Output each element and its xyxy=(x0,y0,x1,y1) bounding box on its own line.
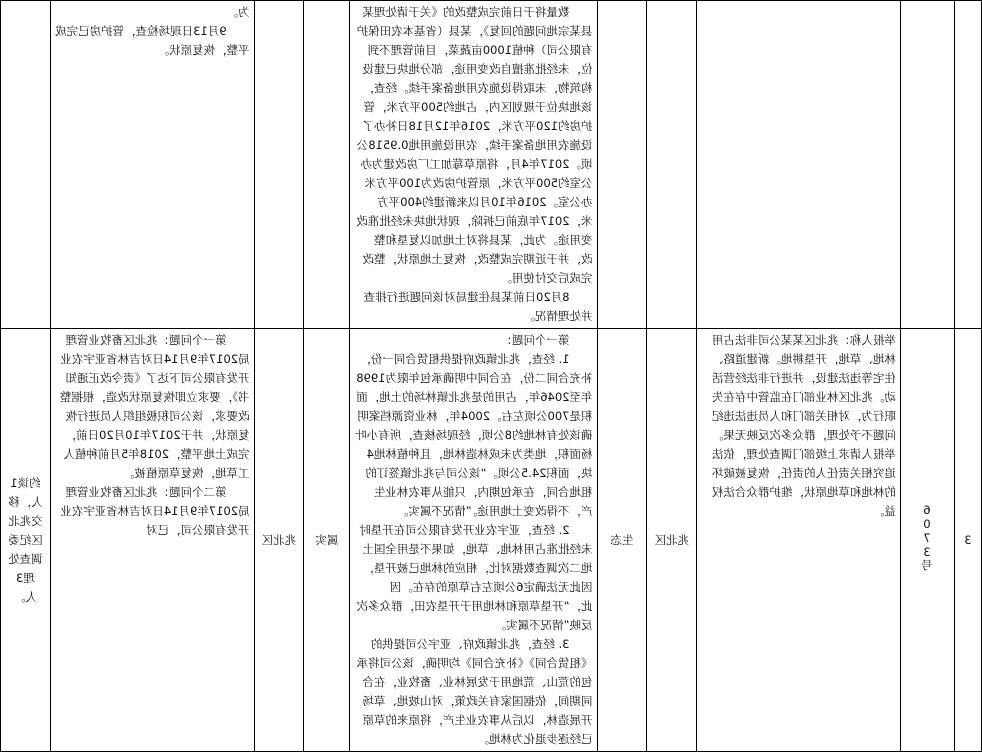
cell-facts xyxy=(350,329,597,752)
cell-number xyxy=(954,1,981,329)
rect-paragraph: 为。 xyxy=(226,5,250,19)
cell-area xyxy=(647,1,697,329)
table-row xyxy=(1,1,982,329)
rect-paragraph: 第一个问题：兆北区畜牧业管理局2017年9月14日对吉林省亚宇农业开发有限公司下达了《责令改正通知书》，要求立即恢复原状改造，根据整改要求，该公司积极组织人员进行恢复原状，并于2017年10月20日前，完成土地平整，2018年5月前种植人工草地，恢复草原植被。 xyxy=(59,333,250,480)
cell-number: 3 xyxy=(954,329,981,752)
fact-paragraph: 8月20日前某县住建局对该问题进行排查并处理情况。 xyxy=(363,290,593,323)
cell-issue xyxy=(697,1,901,329)
cell-case-id xyxy=(900,329,954,752)
cell-rectification xyxy=(50,1,254,329)
cell-accountability xyxy=(1,1,51,329)
cell-verified: 属实 xyxy=(304,329,350,752)
cell-rectification xyxy=(50,329,254,752)
cell-issue: 举报人称：兆北区某某公司非法占用林地、草地，开垦耕地。新建道路、住宅等违法建设，并进行非法经营活动。兆北区林业部门在监管中存在失职行为，对相关部门和人员违法违纪问题不予处理，群众多次反映无果。举报人请求上级部门调查处理，依法追究相关责任人的责任，恢复被破坏的林地和草地原状，维护群众合法权益。 xyxy=(697,329,901,752)
cell-case-id xyxy=(900,1,954,329)
fact-paragraph: 数量将于日前完成整改的《关于请处理某县某宗地问题的回复》，某县（省基本农田保护有限公司）种植1000亩蔬菜，目前管理不到位，未经批准擅自改变用途，部分地块已建设构筑物，未取得设施农用地备案手续。经查，该地块位于规划区内，占地约500平方米，管护房约120平方米，2016年12月18日补办了设施农用地备案手续，农用设施用地0.9518公顷。2017年4月，将原草莓加工厂房改建为办公室约500平方米，原管护房改为100平方米办公室。2016年10月以来新建约400平方米，2017年底前已拆除，现状地块未经批准改变用途。为此，某县将对土地加以复垦和整改，并于近期完成整改，恢复土地原状，整改完成后交付使用。 xyxy=(356,5,593,285)
cell-responsible: 兆北区 xyxy=(254,329,304,752)
cell-type xyxy=(597,1,647,329)
cell-type: 生态 xyxy=(597,329,647,752)
cell-responsible xyxy=(254,1,304,329)
fact-paragraph: 第一个问题： xyxy=(500,333,570,347)
fact-paragraph: 3. 经查，兆北镇政府、亚宇公司提供的《租赁合同》《补充合同》均明确，该公司将承包的荒山、荒地用于发展林业、畜牧业，在合同期间，依据国家有关政策，对山坡地、草场开展造林，以后从事农业生产，将原来的草原已经逐步退化为林地。 xyxy=(356,637,593,746)
cell-facts xyxy=(350,1,597,329)
cell-area: 兆北区 xyxy=(647,329,697,752)
cell-accountability: 约谈1人，移交兆北区纪委调查处理3人。 xyxy=(1,329,51,752)
table-row xyxy=(1,329,982,752)
fact-paragraph: 2. 经查，亚宇农业开发有限公司在开垦时未经批准占用林地、草地，如果不是用全国土地二次调查数据对比，相应的林地已被开垦，因此无法确定6公顷左右草原的存在。因此，“开垦草原和林地用于开垦农田，群众多次反映”情况不属实。 xyxy=(356,523,593,632)
fact-paragraph: 1. 经查，兆北镇政府提供租赁合同一份，补充合同二份，在合同中明确承包年限为1998年至2046年，占用的是兆北镇林场的土地，面积是700公顷左右。2004年，林业资源档案明确该处有林地约8公顷，经现场核查，所有小叶杨面积，地类为未成林造林地，且种植林地4块，面积24.5公顷。“该公司与兆北镇签订的租地合同，在承包期内，只能从事农林业生产，不得改变土地用途。”情况不属实。 xyxy=(355,352,593,518)
cell-verified xyxy=(304,1,350,329)
rect-paragraph: 9月13日现场检查，管护房已完成平整，恢复原状。 xyxy=(55,24,250,57)
case-id-text: 6073号 xyxy=(919,503,934,571)
rect-paragraph: 第二个问题：兆北区畜牧业管理局2017年9月14日对吉林省亚宇农业开发有限公司，已对 xyxy=(60,485,250,537)
